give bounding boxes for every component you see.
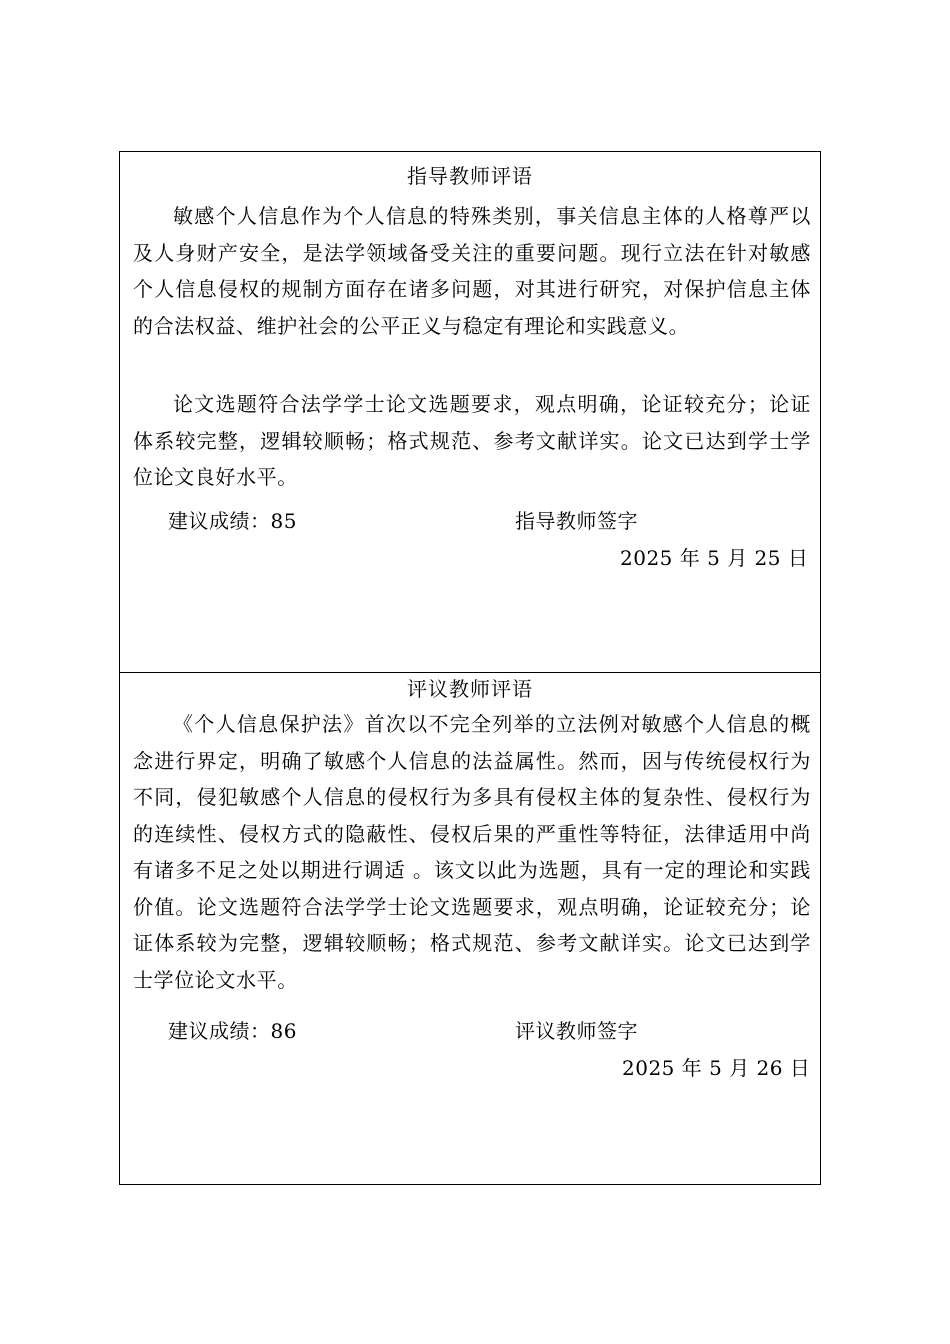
advisor-comment-section <box>120 152 820 673</box>
advisor-comment-heading: 指导教师评语 <box>407 164 533 188</box>
evaluation-form-table <box>119 151 821 1185</box>
reviewer-date: 2025 年 5 月 26 日 <box>622 1056 811 1080</box>
advisor-date: 2025 年 5 月 25 日 <box>620 546 809 570</box>
advisor-signature-label: 指导教师签字 <box>515 509 638 533</box>
reviewer-suggested-grade: 建议成绩：86 <box>168 1019 297 1043</box>
advisor-suggested-grade: 建议成绩：85 <box>168 509 297 533</box>
reviewer-comment-section <box>120 673 820 1185</box>
reviewer-signature-label: 评议教师签字 <box>515 1019 638 1043</box>
advisor-comment-paragraph-1: 敏感个人信息作为个人信息的特殊类别，事关信息主体的人格尊严以及人身财产安全，是法学领域备受关注的重要问题。现行立法在针对敏感个人信息侵权的规制方面存在诸多问题，对其进行研究，对保护信息主体的合法权益、维护社会的公平正义与稳定有理论和实践意义。 <box>133 204 811 338</box>
reviewer-comment-heading: 评议教师评语 <box>407 677 533 701</box>
advisor-comment-paragraph-2: 论文选题符合法学学士论文选题要求，观点明确，论证较充分；论证体系较完整，逻辑较顺畅；格式规范、参考文献详实。论文已达到学士学位论文良好水平。 <box>133 392 811 489</box>
reviewer-comment-paragraph: 《个人信息保护法》首次以不完全列举的立法例对敏感个人信息的概念进行界定，明确了敏感个人信息的法益属性。然而，因与传统侵权行为不同，侵犯敏感个人信息的侵权行为多具有侵权主体的复杂性、侵权行为的连续性、侵权方式的隐蔽性、侵权后果的严重性等特征，法律适用中尚有诸多不足之处以期进行调适 。该文以此为选题，具有一定的理论和实践价值。论文选题符合法学学士论文选题要求，观点明确，论证较充分；论证体系较为完整，逻辑较顺畅；格式规范、参考文献详实。论文已达到学士学位论文水平。 <box>133 712 811 992</box>
